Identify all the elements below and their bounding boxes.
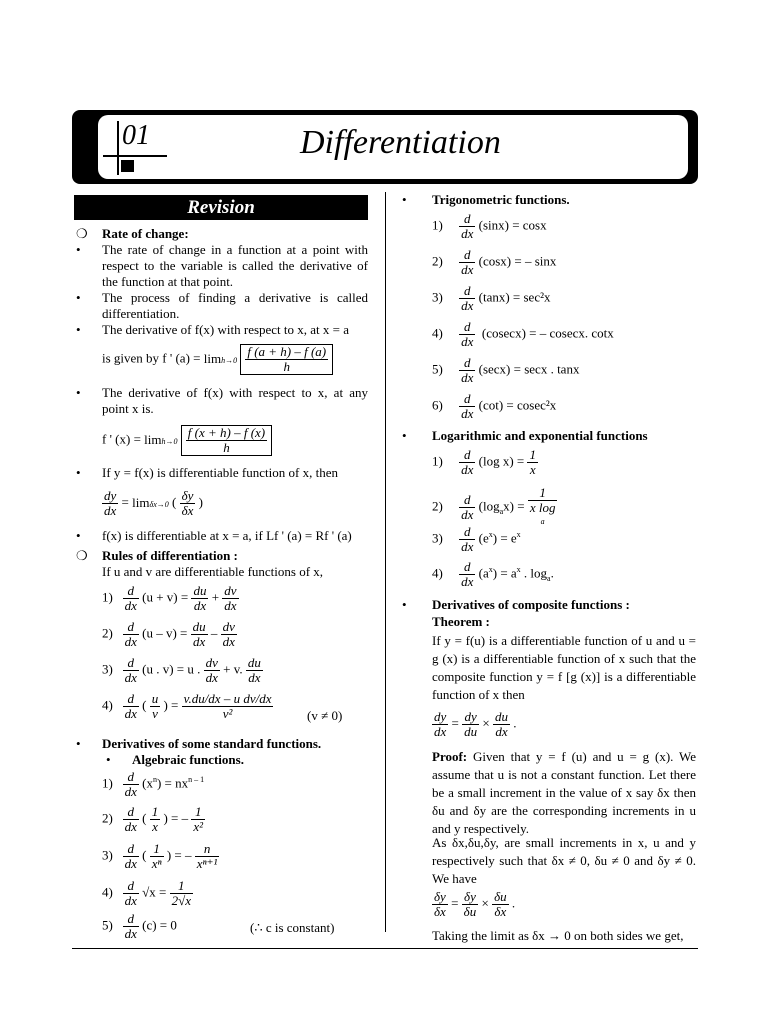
differentiable-condition: f(x) is differentiable at x = a, if Lf ' (a) = Rf ' (a) bbox=[102, 528, 352, 543]
proof-label: Proof: bbox=[432, 749, 468, 764]
trig-6: 6) $\frac{d}{dx}$ (cot) = cosec²x bbox=[432, 391, 557, 421]
rules-intro: If u and v are differentiable functions of x, bbox=[102, 564, 324, 579]
bullet-icon: • bbox=[402, 192, 407, 207]
chapter-title: Differentiation bbox=[300, 124, 501, 161]
chain-rule-formula: $\frac{dy}{dx}$ = $\frac{dy}{du}$ × $\frac{du}{dx}$ . bbox=[434, 709, 517, 739]
trig-3: 3) $\frac{d}{dx}$ (tanx) = sec²x bbox=[432, 283, 551, 313]
bullet-icon: • bbox=[76, 290, 81, 305]
bullet-icon: • bbox=[76, 322, 81, 337]
proof-text: Given that y = f (u) and u = g (x). We assume that u is not a constant function. Let there be a small increment in the value of x say δx then δu and δy are the corresponding increments in u and y respectively. bbox=[432, 749, 697, 836]
bullet-icon: • bbox=[76, 528, 81, 543]
limit-symbol: limh→0 bbox=[144, 431, 178, 447]
increment-ratio-formula: $\frac{\delta y}{\delta x}$ = $\frac{\delta y}{\delta u}$ × $\frac{\delta u}{\delta x}$ . bbox=[434, 889, 516, 919]
bullet-icon: • bbox=[76, 736, 81, 751]
differentiable-text: If y = f(x) is differentiable function of x, then bbox=[102, 465, 338, 480]
proof-paragraph bbox=[432, 748, 696, 838]
standard-functions-heading: Derivatives of some standard functions. bbox=[102, 736, 322, 751]
alg-sqrt: 4) $\frac{d}{dx}$ √x = $\frac{1}{2√x}$ bbox=[102, 878, 191, 908]
bullet-icon: • bbox=[76, 465, 81, 480]
circle-bullet-icon: ❍ bbox=[76, 226, 88, 241]
limit-symbol: limh→0 bbox=[203, 350, 238, 366]
derivative-any-point-text: The derivative of f(x) with respect to x, at any point x is. bbox=[102, 385, 368, 416]
banner-crosshair-horizontal bbox=[103, 155, 167, 157]
difference-quotient: $\frac{f (a + h) - f (a)}{h}$ bbox=[240, 344, 333, 375]
derivative-general-lhs: f ' (x) = bbox=[102, 431, 141, 447]
chapter-number: 01 bbox=[122, 120, 150, 151]
rule-quotient: 4) $\frac{d}{dx}$ ( $\frac{u}{v}$ ) = $\frac{\text{v.du/dx – u dv/dx}}{\text{v²}}$ bbox=[102, 691, 272, 721]
bullet-icon: • bbox=[76, 385, 81, 400]
algebraic-heading: Algebraic functions. bbox=[132, 752, 244, 767]
bullet-icon: • bbox=[402, 597, 407, 612]
trig-2: 2) $\frac{d}{dx}$ (cosx) = – sinx bbox=[432, 247, 557, 277]
banner-square-icon bbox=[121, 160, 134, 172]
bullet-icon: • bbox=[402, 428, 407, 443]
bottom-rule bbox=[72, 948, 698, 949]
theorem-text: If y = f(u) is a differentiable function of u and u = g (x) is a differentiable function of x such that the composite function y = f [g (x)] is a differentiable function of x then bbox=[432, 633, 696, 702]
process-definition: The process of finding a derivative is called differentiation. bbox=[102, 290, 368, 321]
proof-text-3: Taking the limit as δx → 0 on both sides we get, bbox=[432, 928, 684, 943]
banner-crosshair-vertical bbox=[117, 121, 119, 175]
bullet-icon: • bbox=[76, 242, 81, 257]
rule-quotient-note: (v ≠ 0) bbox=[307, 708, 343, 723]
trig-4: 4) $\frac{d}{dx}$ (cosecx) = – cosecx. cotx bbox=[432, 319, 614, 349]
rate-definition: The rate of change in a function at a point with respect to the variable is called the derivative of the function at that point. bbox=[102, 242, 368, 289]
log-2: 2) $\frac{d}{dx}$ $(\log_ax)$ = 1 x log a bbox=[432, 485, 556, 526]
revision-label: Revision bbox=[74, 195, 368, 220]
rules-heading: Rules of differentiation : bbox=[102, 548, 238, 563]
trig-heading: Trigonometric functions. bbox=[432, 192, 570, 207]
log-exp-heading: Logarithmic and exponential functions bbox=[432, 428, 648, 443]
rate-heading: Rate of change: bbox=[102, 226, 189, 241]
derivative-general-formula bbox=[102, 425, 272, 456]
exp-1: 3) $\frac{d}{dx}$ $(e^x) = e^x$ bbox=[432, 524, 521, 554]
log-1: 1) $\frac{d}{dx}$ (log x) = $\frac{1}{x}$ bbox=[432, 447, 536, 477]
rule-sum: 1) $\frac{d}{dx}$ (u + v) = $\frac{du}{dx}$ + $\frac{dv}{dx}$ bbox=[102, 583, 237, 613]
derivative-at-a-text: The derivative of f(x) with respect to x, at x = a bbox=[102, 322, 350, 337]
bullet-icon: • bbox=[106, 752, 111, 767]
difference-quotient: $\frac{f (x + h) - f (x)}{h}$ bbox=[181, 425, 272, 456]
rule-product: 3) $\frac{d}{dx}$ (u . v) = u . $\frac{dv}{dx}$ + v. $\frac{du}{dx}$ bbox=[102, 655, 261, 685]
alg-reciprocal-power: 3) $\frac{d}{dx}$ ( $\frac{1}{\text{xⁿ}}$ ) = – $\frac{n}{\text{xⁿ⁺¹}}$ bbox=[102, 841, 218, 871]
derivative-at-a-lhs: is given by f ' (a) = bbox=[102, 350, 201, 366]
alg-power-rule: 1) $\frac{d}{dx}$ $(x^n) = nx^{n - 1}$ bbox=[102, 769, 205, 799]
exp-2: 4) $\frac{d}{dx}$ $(a^x) = a^x$ . $\log_a$. bbox=[432, 559, 554, 589]
theorem-label: Theorem : bbox=[432, 614, 490, 629]
alg-constant: 5) $\frac{d}{dx}$ (c) = 0 bbox=[102, 911, 177, 941]
trig-5: 5) $\frac{d}{dx}$ (secx) = secx . tanx bbox=[432, 355, 580, 385]
alg-reciprocal: 2) $\frac{d}{dx}$ ( $\frac{1}{x}$ ) = – $\frac{1}{\text{x²}}$ bbox=[102, 804, 204, 834]
circle-bullet-icon: ❍ bbox=[76, 548, 88, 563]
proof-text-2: As δx,δu,δy, are small increments in x, u and y respectively such that δx ≠ 0, δu ≠ 0 and δy ≠ 0. We have bbox=[432, 835, 696, 886]
trig-1: 1) $\frac{d}{dx}$ (sinx) = cosx bbox=[432, 211, 547, 241]
derivative-at-a-formula bbox=[102, 344, 333, 375]
alg-constant-note: (∴ c is constant) bbox=[250, 920, 335, 935]
composite-heading: Derivatives of composite functions : bbox=[432, 597, 630, 612]
column-divider bbox=[385, 192, 386, 932]
dy-dx-limit-formula: $\frac{dy}{dx}$ = limδx→0 ( $\frac{\delta y}{\delta x}$ ) bbox=[104, 488, 204, 518]
rule-difference: 2) $\frac{d}{dx}$ (u – v) = $\frac{du}{dx}$ – $\frac{dv}{dx}$ bbox=[102, 619, 235, 649]
